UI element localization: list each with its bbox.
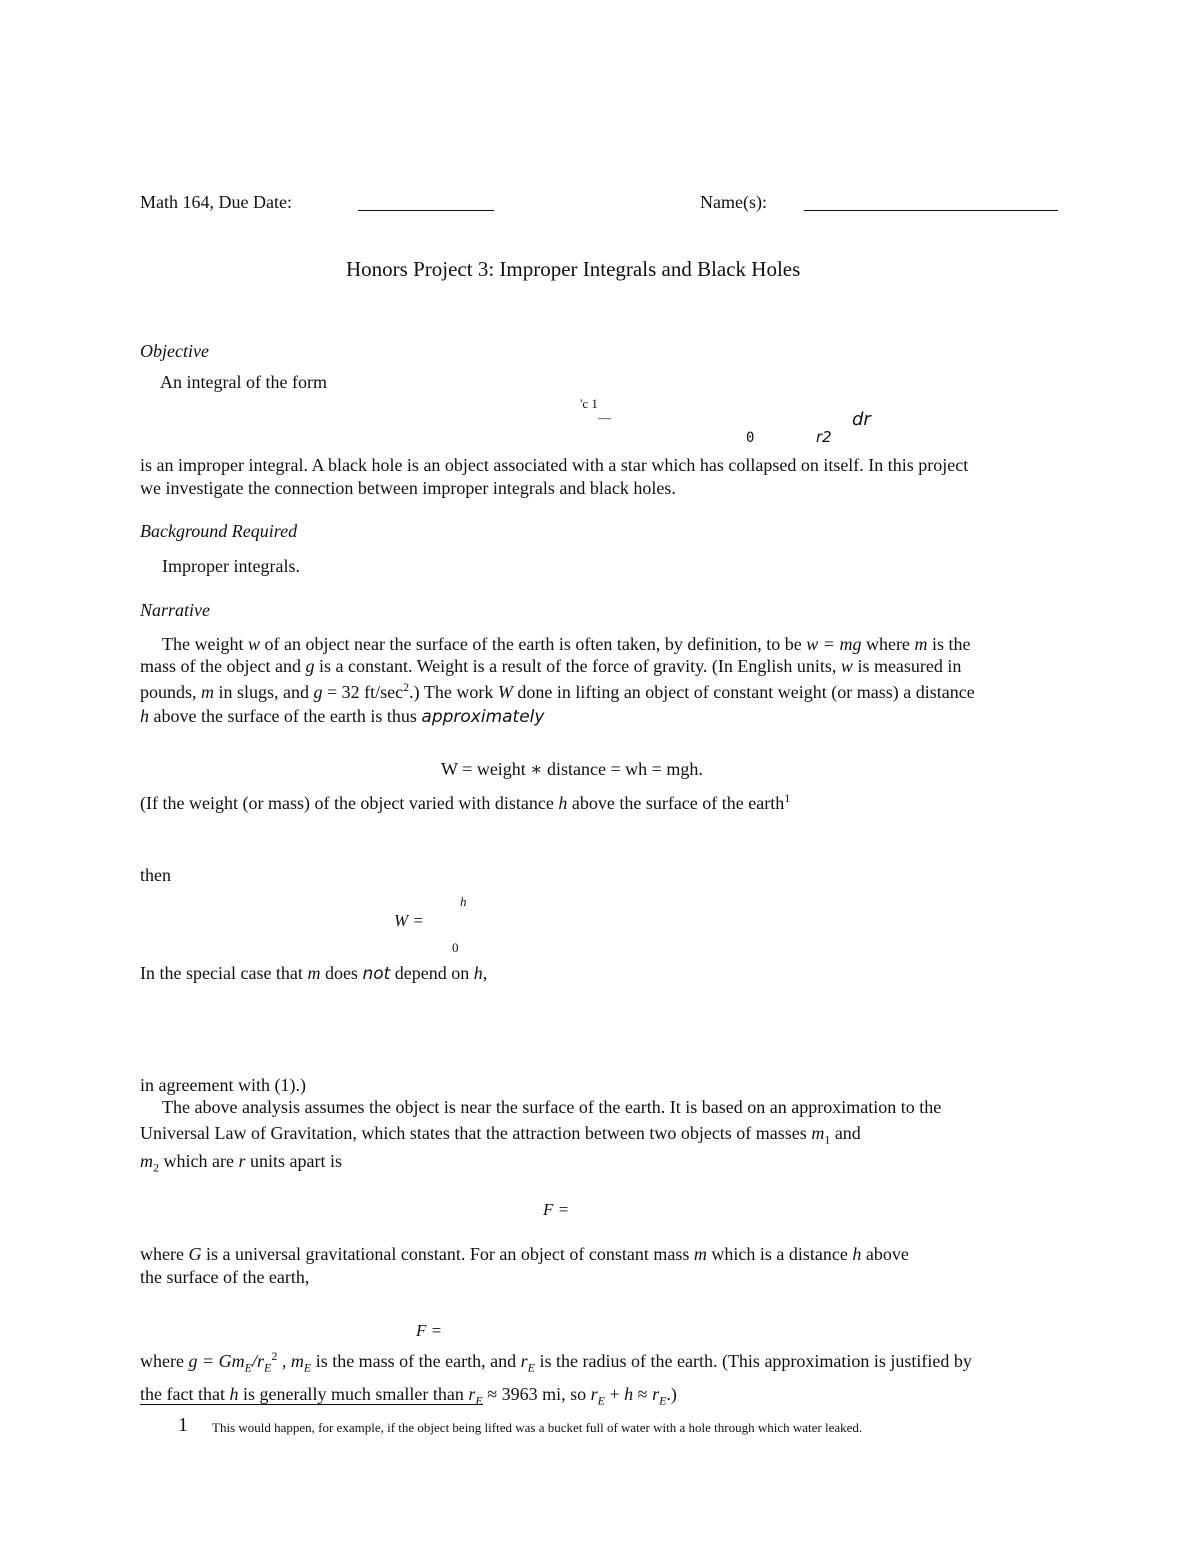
narrative-p3-line3: $m_2$ which are r units apart is <box>140 1151 342 1175</box>
objective-intro: An integral of the form <box>160 372 327 392</box>
integral-upper-limit: 'c 1 <box>580 396 598 411</box>
work-integral-lower: 0 <box>452 940 459 955</box>
gravitation-equation-lhs: F = <box>543 1200 570 1219</box>
background-text: Improper integrals. <box>162 556 300 576</box>
narrative-p1-line1: The weight w of an object near the surface of the earth is often taken, by definition, to be w = mg where m is the <box>162 634 971 654</box>
narrative-p5-line1: where $g = Gm_E/r_E^2$ , $m_E$ is the mass of the earth, and $r_E$ is the radius of the earth. (This approximation is justified by <box>140 1349 972 1375</box>
work-equation: W = weight ∗ distance = wh = mgh. <box>441 759 703 779</box>
footnote-number: 1 <box>178 1414 188 1436</box>
special-case-text: In the special case that m does not depend on h, <box>140 963 488 984</box>
footnote-ref-1: 1 <box>784 791 791 805</box>
work-integral-lhs: W = <box>394 911 424 930</box>
page-title: Honors Project 3: Improper Integrals and Black Holes <box>346 257 801 281</box>
integral-denominator: r2 <box>816 428 832 446</box>
due-date-label: Math 164, Due Date: <box>140 192 292 212</box>
names-label: Name(s): <box>700 192 767 212</box>
force-near-earth-lhs: F = <box>416 1321 443 1340</box>
footnote-text: This would happen, for example, if the object being lifted was a bucket full of water with a hole through which water leaked. <box>212 1420 863 1435</box>
narrative-p1-line3: pounds, m in slugs, and g = 32 $ft/\sec^2$.) The work W done in lifting an object of constant weight (or mass) a distance <box>140 680 975 702</box>
narrative-p3-line2: Universal Law of Gravitation, which states that the attraction between two objects of masses $m_1$ and <box>140 1123 861 1147</box>
narrative-p3-line1: The above analysis assumes the object is near the surface of the earth. It is based on an approximation to the <box>162 1097 942 1117</box>
narrative-p2: (If the weight (or mass) of the object varied with distance h above the surface of the earth$^1$ <box>140 791 791 813</box>
objective-text-line1: is an improper integral. A black hole is an object associated with a star which has collapsed on itself. In this project <box>140 455 969 475</box>
background-heading: Background Required <box>140 521 298 541</box>
narrative-p1-line2: mass of the object and g is a constant. Weight is a result of the force of gravity. (In English units, w is measured in <box>140 656 962 676</box>
objective-heading: Objective <box>140 341 209 361</box>
agreement-text: in agreement with (1).) <box>140 1075 306 1095</box>
due-date-blank[interactable] <box>358 210 494 211</box>
then-text: then <box>140 865 171 885</box>
narrative-p4-line1: where G is a universal gravitational constant. For an object of constant mass m which is a distance h above <box>140 1244 909 1264</box>
integral-lower-limit: 0 <box>746 430 755 446</box>
work-integral-upper: h <box>460 894 467 909</box>
narrative-p4-line2: the surface of the earth, <box>140 1267 310 1287</box>
narrative-p1-line4: h above the surface of the earth is thus approximately <box>140 706 545 727</box>
objective-text-line2: we investigate the connection between improper integrals and black holes. <box>140 478 676 498</box>
integral-differential: dr <box>852 409 871 430</box>
integral-fraction-bar: — <box>598 410 611 425</box>
narrative-heading: Narrative <box>140 600 210 620</box>
names-blank[interactable] <box>804 210 1058 211</box>
narrative-p5-line2: the fact that h is generally much smaller than $r_E \approx 3963$ mi, so $r_E + h \approx r_E$.) <box>140 1384 677 1408</box>
